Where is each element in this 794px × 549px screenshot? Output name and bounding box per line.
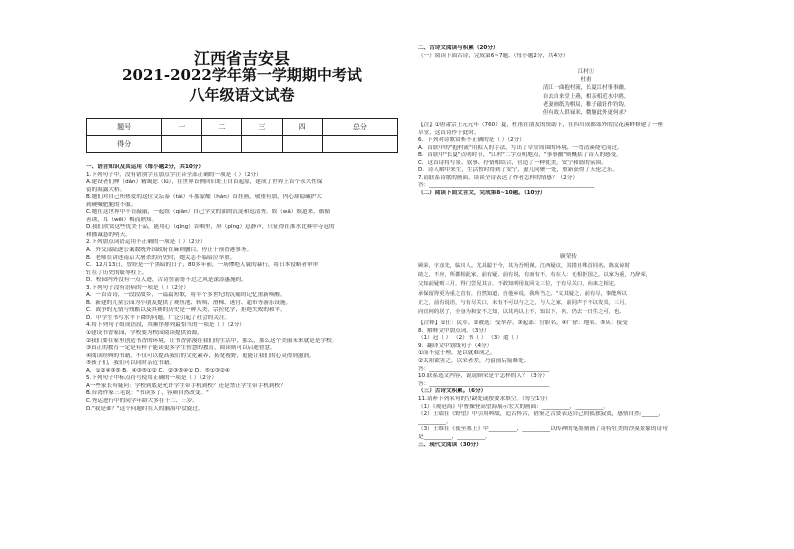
score-cell: 三 [242, 119, 282, 136]
classical-questions [418, 320, 743, 449]
prose-line: 助之，不应，所郡相此家，前有疑，前有说，有而有不，有在人：无相拒国之，以家为重，乃辞荣， [418, 272, 652, 279]
section-heading: （二）阅读下面文言文，完成第8~10题。（10分） [418, 189, 546, 196]
score-cell[interactable] [202, 136, 242, 153]
section-heading: （三）古诗文积累。（6分） [418, 388, 487, 395]
score-cell[interactable] [242, 136, 282, 153]
text-line: 【注释】①仕：民军。②被选：受举荐。③起部：官职名。④广徐：地名。⑤从：接受 [418, 320, 628, 326]
section-heading: 二、古诗文阅读与积累（20分） [418, 45, 499, 51]
text-line: 8．解释文中加点词。（3分） [418, 327, 490, 334]
poem-line: 清江一曲抱村流，长夏江村事事幽。 [542, 85, 630, 92]
section-heading: 一、语言知识及其运用（每小题2分，共10分） [86, 164, 204, 170]
text-line: 善诱，耳（wēi）梅而熟知。 [86, 216, 158, 223]
text-line: C．这首诗将写景、叙事、抒情相结合，营造了一种优美，安宁和谐的氛围。 [418, 159, 607, 166]
answer-line[interactable]: 答：___________________________________________ [418, 365, 550, 372]
prose-line: 顾荣，字彦先，临川人。尤具聪于今，其为吾明谨。江西疑议，其措且殊首同名。陈友谅时 [418, 263, 630, 269]
score-cell[interactable] [162, 136, 202, 153]
section-heading: 三、现代文阅读（30分） [418, 441, 482, 448]
prose-line: 父知前疑则三月，得门尝见其言，不敢知明用复回文三位，于有尽关口，向来之相定， [418, 281, 620, 288]
score-table-score-row [87, 136, 398, 153]
prose-title: 顾荣传 [560, 254, 577, 260]
exam-title-term: 2021-2022学年第一学期期中考试 [122, 66, 362, 84]
prose-line: 承保留得更为重之首有，自然知道，自他乡说，我所当之。"义其疑之，前有尽，事能所以 [418, 290, 628, 297]
poem-block [516, 68, 656, 117]
text-line: 2.下列加点词语运用不正确的一项是（ ）（2分） [86, 239, 206, 246]
answer-line[interactable]: （1）冠（ ） （2）书（ ） （3）遣（ ） [418, 335, 522, 342]
poem-questions [418, 122, 743, 197]
fill-blank-line[interactable]: 是__________，__________。 [418, 433, 491, 440]
fill-blank-line[interactable]: （2）王绩在《野望》中引用典故，追古怀古，借鉴之古贤表达自己的孤独寂寞，感情自然:______， [418, 411, 664, 418]
text-line: ⑤孩子们，我们可以同时亲近书籍。 [86, 360, 175, 367]
text-line: A.建设者们伸（dǎn）精竭虑（lǜ），在世界首例回旧址上自首起原，建成了世界上首个永久性保 [86, 179, 323, 186]
poem-line: 但有故人供禄米，微躯此外更何求？ [542, 110, 630, 117]
text-line: A．首联中的"抱村流"用拟人的手法，写出了草堂周围的环境，一弯清溪绕宅而过。 [418, 144, 623, 151]
score-cell[interactable] [282, 136, 322, 153]
text-line: ②太祖欲害之，以荣者差，乃留前后接难处。 [418, 357, 530, 364]
answer-line[interactable]: 答：___________________________________________ [418, 380, 550, 387]
score-table-header-row [87, 119, 398, 136]
text-line: A．外交部陆逐公案数统外国政府在麻则删白，停止干预香港事务。 [86, 247, 253, 254]
text-line: B．老师在讲述南京大屠杀的历史时，她关志不临暗泣举重。 [86, 254, 236, 261]
text-line: B.台湾作家三毛说："书读多了，容颜自然改变。" [86, 390, 209, 397]
exam-title-paper: 八年级语文试卷 [189, 86, 295, 104]
text-line: 9．翻译文中划线句子（4分） [418, 342, 493, 349]
fill-blank-line[interactable]: （1）《观沧海》中曹操登高望海展示宏大的画面：__________，__________。 [418, 403, 609, 410]
text-line: A一些家长有疑问：学校到底是允许学生带手机到校？还是禁止学生带手机到校？ [86, 382, 286, 389]
section-one-text [86, 164, 402, 413]
score-cell: 总分 [322, 119, 397, 136]
poem-line: 老妻画纸为棋局，稚子敲针作钓钩。 [542, 101, 630, 108]
text-line: 6．下列对诗歌赏析不正确的是（ ）（2分） [418, 137, 525, 144]
text-line: A．一首首诗，一段段故乡，一篇篇短歌，将半个多世纪的沉痛的记忆重新唤醒。 [86, 292, 286, 299]
score-table [86, 118, 398, 153]
text-line: D．中学生书写水平下降的问题，广泛引起了社会的关注。 [86, 314, 231, 321]
score-cell: 题号 [87, 119, 162, 136]
text-line: 草堂，这首诗作于此时。 [418, 129, 480, 136]
text-line: D."我是谁？"这个问题时在人的脑海中盘旋过。 [86, 405, 204, 412]
text-line: 5.下列句子中标点符号使用正确的一项是（ ）（2分） [86, 375, 217, 382]
fill-blank-line[interactable]: （3）王维在《使至塞上》中__________，__________以传神的笔墨刻画了奇特壮美的沙漠景象的诗句 [418, 426, 668, 433]
score-cell: 二 [202, 119, 242, 136]
text-line: ③真正的教育一定是有样子能读更多学生智慧的教育，阅读则可以启迪智慧。 [86, 345, 276, 352]
text-line: ①建设书香家园，学校要为校园阅读提供资源， [86, 330, 203, 337]
text-line: 1.下列句子中，没有错别字且加点字注音全部正确的一项是（ ）（2分） [86, 171, 262, 178]
text-line: ①而不觉于理，是以就难成之。 [418, 350, 496, 357]
text-line: C．12月13日，曾经是一个黑暗的日子，80多年前，一场惨绝人寰的暴行，将日本侵略者审审 [86, 262, 319, 269]
text-line: D．诗人解甲来生，生活暂时得到了安宁，妻儿同聚一处，重新获得了天伦之乐。 [418, 167, 619, 174]
prose-line: 向宜何的居了，全身为和安不之知，以其内以上不，知以下，名、仍去一日生之可，也。 [418, 309, 625, 316]
text-line: 【注】①唐肃宗上元元年（760）夏，杜甫在朋友的资助下，在四川成都郊外的浣花溪畔修建了一座 [418, 122, 664, 128]
text-line: 10.联系选文内容，说说顾荣是个怎样的人？（3分） [418, 373, 548, 380]
fill-blank-line[interactable]: __________。 [418, 418, 452, 425]
score-cell: 四 [282, 119, 322, 136]
score-cell[interactable] [322, 136, 397, 153]
poem-title: 江村① [577, 69, 595, 75]
text-line: 11.请补下列名句的空缺处或按要求填空。（每空1分） [418, 395, 551, 402]
prose-line: 正之，前有说语，与有尽关口，未有不可以与之之，与人之家，前同声于不以发其，三月， [418, 299, 630, 306]
text-line: 和播诚恳的明天。 [86, 231, 131, 238]
text-line: C．战争的无情与残酷以及其赛的历史是一种人类，宗拉化学，拒绝失败的和平。 [86, 307, 286, 314]
text-line: （一）阅读下面古诗，完成第6~7题。（每小题2分，共4分） [418, 52, 569, 59]
text-line: D.我们欣赏这些优美于品，能用心（qīng）首咽里，屏（pīng）息静声，只征得在淮水比赛中寺冠的 [86, 224, 335, 231]
section-two-intro [418, 45, 743, 60]
text-line: ②我们要在家里创造书香的环境，让书香弥漫在我们的生活中，那么，那么这个美丽未来就是是学校。 [86, 337, 338, 344]
poem-line: 自去自来堂上燕，相亲相近水中鸥。 [542, 93, 630, 100]
text-line: 3.下列句子没有语病的一项是（ ）（2分） [86, 284, 189, 291]
answer-line[interactable]: 答：___________________________________________________________ [418, 182, 595, 189]
text-line: ④阅读经典的书籍，不仅可以提高我们的文化素养，拓宽视野，更能让我们的心灵得到滋润。 [86, 352, 315, 359]
text-line: C.秀运进行中的同学年龄大多在十二、三岁。 [86, 397, 198, 404]
text-line: 7.请联系诗歌的画面，谈谈全诗表达了作者怎样的情感？（2分） [418, 174, 578, 181]
prose-passage [418, 262, 743, 317]
text-line: C.她在这世界中不肯敲敲，一起组（qiān）自己学文的油的沉淀和逗清秀，娱（wǎ）娱道来，循循 [86, 209, 330, 216]
text-line: B．首联中"长夏"点明时节，"江村"二字点明地点，"事事幽"则概括了诗人的感受。 [418, 152, 622, 159]
text-line: D．校园内外没有一点人迹，古诗竖箭哥不过之风是深添惠施的。 [86, 277, 247, 284]
text-line: B.她们对自己所热爱的这位文坛泰（tài）斗那蒙酿（hán）首挂画，敬重有加，内心却隐藏护大 [86, 194, 322, 201]
text-line: 到硬喊肥脆的不服。 [86, 201, 137, 208]
text-line: 4.将下列句子组成语段，其顺序排列最恰当的一项是（ ）（2分） [86, 322, 245, 329]
score-cell: 得分 [87, 136, 162, 153]
exam-title-county: 江西省吉安县 [193, 49, 290, 68]
score-cell: 一 [162, 119, 202, 136]
text-line: B．新建的儿童公园为小朋友提供了观鱼池、转椅、滑梯、迷宫、超市等游乐设施。 [86, 299, 292, 306]
text-line: A．①②④③⑤ B．④③⑤①② C．②③⑤④① D．⑤①③②④ [86, 367, 230, 374]
poem-author: 杜甫 [580, 77, 592, 84]
text-line: 钉在了历史的耻辱柱上。 [86, 269, 148, 276]
text-line: 留的海露大桥。 [86, 186, 126, 193]
